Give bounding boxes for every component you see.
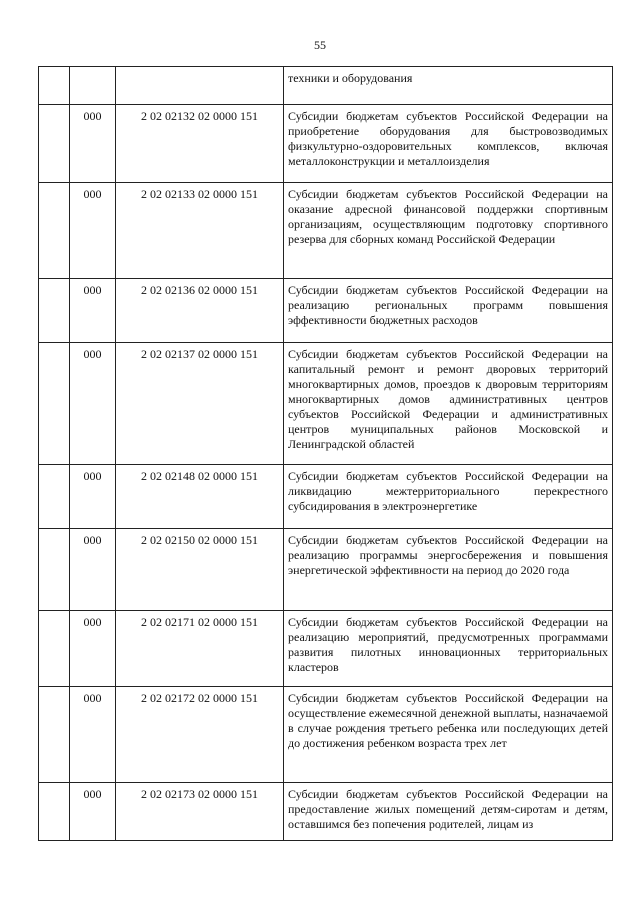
table-row: [39, 529, 613, 611]
kbk-code-cell: 2 02 02132 02 0000 151: [116, 105, 284, 183]
row-index-cell: [39, 687, 70, 783]
table-row: [39, 611, 613, 687]
admin-code-cell: 000: [70, 529, 116, 611]
description-cell: Субсидии бюджетам субъектов Российской Федерации на реализацию региональных программ повышения эффективности бюджетных расходов: [284, 279, 613, 343]
admin-code-cell: 000: [70, 783, 116, 841]
kbk-code-cell: 2 02 02150 02 0000 151: [116, 529, 284, 611]
admin-code-cell: [70, 67, 116, 105]
description-cell: Субсидии бюджетам субъектов Российской Федерации на предоставление жилых помещений детям-сиротам и детям, оставшимся без попечения родителей, лицам из: [284, 783, 613, 841]
row-index-cell: [39, 183, 70, 279]
description-cell: Субсидии бюджетам субъектов Российской Федерации на приобретение оборудования для быстровозводимых физкультурно-оздоровительных комплексов, включая металлоконструкции и металлоизделия: [284, 105, 613, 183]
description-cell: Субсидии бюджетам субъектов Российской Федерации на реализацию мероприятий, предусмотренных программами развития пилотных инновационных территориальных кластеров: [284, 611, 613, 687]
row-index-cell: [39, 465, 70, 529]
admin-code-cell: 000: [70, 687, 116, 783]
table-row: [39, 183, 613, 279]
row-index-cell: [39, 529, 70, 611]
row-index-cell: [39, 343, 70, 465]
description-cell: Субсидии бюджетам субъектов Российской Федерации на реализацию программы энергосбережения и повышения энергетической эффективности на период до 2020 года: [284, 529, 613, 611]
table-row: [39, 343, 613, 465]
description-cell: Субсидии бюджетам субъектов Российской Федерации на ликвидацию межтерриториального перекрестного субсидирования в электроэнергетике: [284, 465, 613, 529]
description-cell: Субсидии бюджетам субъектов Российской Федерации на оказание адресной финансовой поддержки спортивным организациям, осуществляющим подготовку спортивного резерва для сборных команд Российской Федерации: [284, 183, 613, 279]
kbk-code-cell: 2 02 02171 02 0000 151: [116, 611, 284, 687]
admin-code-cell: 000: [70, 279, 116, 343]
kbk-code-cell: 2 02 02173 02 0000 151: [116, 783, 284, 841]
row-index-cell: [39, 783, 70, 841]
kbk-code-cell: 2 02 02172 02 0000 151: [116, 687, 284, 783]
row-index-cell: [39, 67, 70, 105]
admin-code-cell: 000: [70, 183, 116, 279]
table-row: [39, 67, 613, 105]
budget-classification-table: [38, 66, 613, 841]
description-cell: техники и оборудования: [284, 67, 613, 105]
page-number: 55: [314, 38, 326, 52]
kbk-code-cell: 2 02 02137 02 0000 151: [116, 343, 284, 465]
description-cell: Субсидии бюджетам субъектов Российской Федерации на капитальный ремонт и ремонт дворовых территорий многоквартирных домов, проездов к дворовым территориям многоквартирных домов административных центров субъектов Российской Федерации и административных центров муниципальных районов Московской и Ленинградской областей: [284, 343, 613, 465]
kbk-code-cell: [116, 67, 284, 105]
admin-code-cell: 000: [70, 465, 116, 529]
admin-code-cell: 000: [70, 611, 116, 687]
table-row: [39, 687, 613, 783]
kbk-code-cell: 2 02 02133 02 0000 151: [116, 183, 284, 279]
kbk-code-cell: 2 02 02136 02 0000 151: [116, 279, 284, 343]
table-row: [39, 465, 613, 529]
admin-code-cell: 000: [70, 343, 116, 465]
table-row: [39, 279, 613, 343]
row-index-cell: [39, 611, 70, 687]
description-cell: Субсидии бюджетам субъектов Российской Федерации на осуществление ежемесячной денежной выплаты, назначаемой в случае рождения третьего ребенка или последующих детей до достижения ребенком возраста трех лет: [284, 687, 613, 783]
admin-code-cell: 000: [70, 105, 116, 183]
table-row: [39, 105, 613, 183]
row-index-cell: [39, 105, 70, 183]
table-row: [39, 783, 613, 841]
kbk-code-cell: 2 02 02148 02 0000 151: [116, 465, 284, 529]
row-index-cell: [39, 279, 70, 343]
